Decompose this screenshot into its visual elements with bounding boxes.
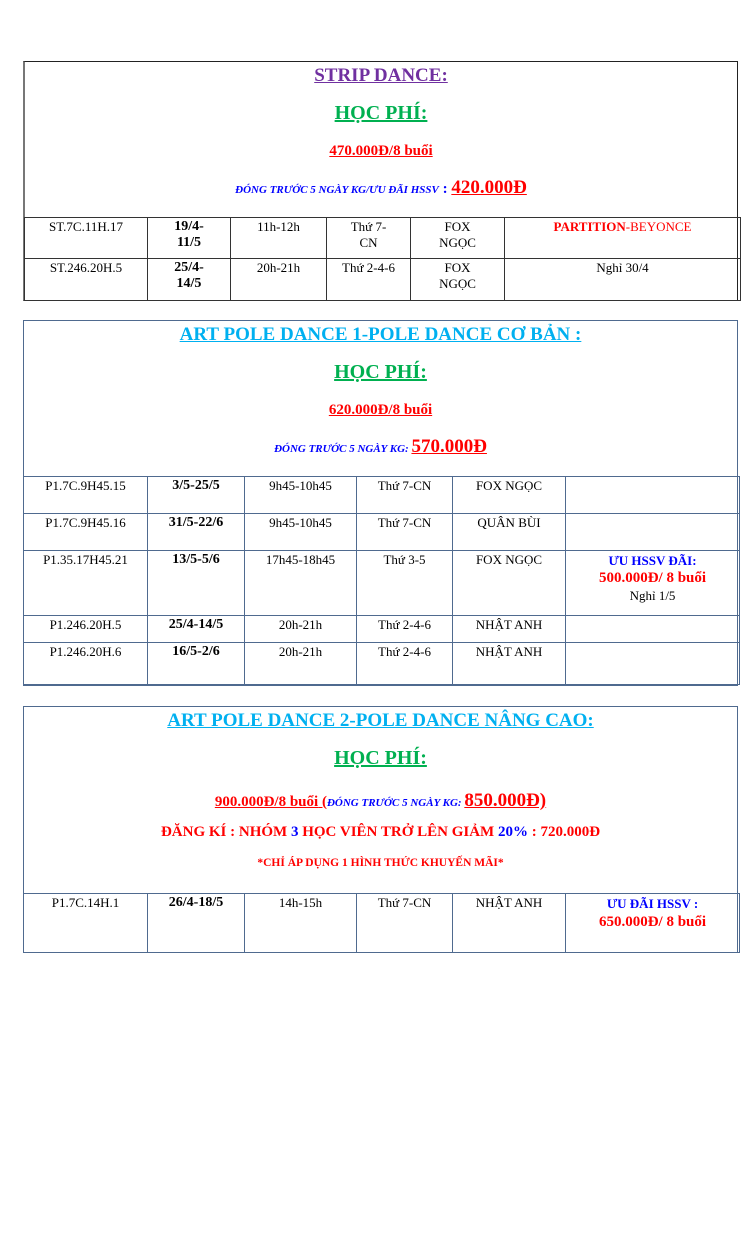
class-teacher: NHẬT ANH [453,643,566,685]
class-note [566,894,740,953]
class-dates: 19/4- 11/5 [148,218,231,259]
class-teacher: QUÂN BÙI [453,514,566,551]
table-row [25,259,741,301]
class-note: Nghỉ 30/4 [505,259,741,301]
strip-schedule-table [24,217,741,301]
holiday-note: Nghỉ 1/5 [629,588,676,603]
class-code: ST.7C.11H.17 [25,218,148,259]
class-teacher: FOX NGỌC [453,477,566,514]
table-row [25,218,741,259]
class-dates: 26/4-18/5 [148,894,245,953]
class-note [566,643,740,685]
class-dates: 25/4-14/5 [148,616,245,643]
student-discount-label: ƯU HSSV ĐÃI: [608,553,697,568]
pole1-schedule-table [23,476,740,685]
strip-dance-title: STRIP DANCE: [314,65,448,86]
pole2-early-amount: 850.000Đ) [464,790,547,811]
pole1-price: 620.000Đ/8 buổi [328,402,433,418]
student-discount-price: 500.000Đ/ 8 buổi [598,570,707,586]
pole1-title: ART POLE DANCE 1-POLE DANCE CƠ BẢN : [179,324,582,345]
class-note [566,616,740,643]
class-time: 11h-12h [231,218,327,259]
class-teacher: NHẬT ANH [453,616,566,643]
class-time: 9h45-10h45 [245,514,357,551]
table-row [24,643,740,685]
pole2-title: ART POLE DANCE 2-POLE DANCE NÂNG CAO: [167,710,594,731]
pole-dance-2-section [23,706,738,953]
student-discount-label: ƯU ĐÃI HSSV : [606,896,699,911]
class-time: 20h-21h [231,259,327,301]
class-days: Thứ 7-CN [357,894,453,953]
strip-price: 470.000Đ/8 buổi [329,143,433,159]
class-code: P1.7C.14H.1 [24,894,148,953]
pole1-fee-label: HỌC PHÍ: [334,361,427,383]
class-time: 20h-21h [245,616,357,643]
class-time: 14h-15h [245,894,357,953]
pole1-early-label: ĐÓNG TRƯỚC 5 NGÀY KG [274,443,406,455]
pole2-fee-label: HỌC PHÍ: [334,747,427,769]
class-dates: 13/5-5/6 [148,551,245,616]
class-note [566,514,740,551]
table-row [24,477,740,514]
class-note [566,477,740,514]
pole2-early-label: ĐÓNG TRƯỚC 5 NGÀY KG [326,797,458,809]
class-days: Thứ 2-4-6 [357,643,453,685]
class-code: P1.246.20H.6 [24,643,148,685]
class-time: 9h45-10h45 [245,477,357,514]
promo-note: *CHỈ ÁP DỤNG 1 HÌNH THỨC KHUYẾN MÃI* [257,857,504,869]
table-row [24,616,740,643]
table-row [24,894,740,953]
class-code: P1.7C.9H45.15 [24,477,148,514]
class-teacher: FOX NGỌC [453,551,566,616]
class-teacher: FOX NGỌC [411,218,505,259]
strip-early-price: ĐÓNG TRƯỚC 5 NGÀY KG/ƯU ĐÃI HSSV : 420.000Đ [235,177,527,198]
group-discount: ĐĂNG KÍ : NHÓM 3 HỌC VIÊN TRỞ LÊN GIẢM 20% : 720.000Đ [160,824,601,840]
table-row [24,551,740,616]
class-days: Thứ 3-5 [357,551,453,616]
class-code: P1.246.20H.5 [24,616,148,643]
class-code: P1.35.17H45.21 [24,551,148,616]
class-time: 17h45-18h45 [245,551,357,616]
table-row [24,514,740,551]
pole1-early-amount: 570.000Đ [411,436,487,457]
class-note: PARTITION-BEYONCE [505,218,741,259]
strip-early-label: ĐÓNG TRƯỚC 5 NGÀY KG/ƯU ĐÃI HSSV [235,184,439,196]
class-days: Thứ 7-CN [357,514,453,551]
class-time: 20h-21h [245,643,357,685]
pole1-early-price: ĐÓNG TRƯỚC 5 NGÀY KG: 570.000Đ [274,436,487,457]
class-days: Thứ 2-4-6 [357,616,453,643]
strip-early-amount: 420.000Đ [451,177,527,198]
class-code: P1.7C.9H45.16 [24,514,148,551]
class-dates: 25/4- 14/5 [148,259,231,301]
class-code: ST.246.20H.5 [25,259,148,301]
class-days: Thứ 7- CN [327,218,411,259]
class-dates: 16/5-2/6 [148,643,245,685]
class-teacher: FOX NGỌC [411,259,505,301]
class-days: Thứ 2-4-6 [327,259,411,301]
pole2-price-line: 900.000Đ/8 buổi (ĐÓNG TRƯỚC 5 NGÀY KG: 850.000Đ) [214,790,547,811]
strip-fee-label: HỌC PHÍ: [334,102,428,124]
class-teacher: NHẬT ANH [453,894,566,953]
pole2-schedule-table [23,893,740,953]
class-note [566,551,740,616]
student-discount-price: 650.000Đ/ 8 buổi [598,914,707,930]
class-dates: 3/5-25/5 [148,477,245,514]
pole2-price: 900.000Đ/8 buổi [214,794,319,810]
class-days: Thứ 7-CN [357,477,453,514]
strip-dance-section [23,61,738,301]
class-dates: 31/5-22/6 [148,514,245,551]
pole-dance-1-section [23,320,738,686]
